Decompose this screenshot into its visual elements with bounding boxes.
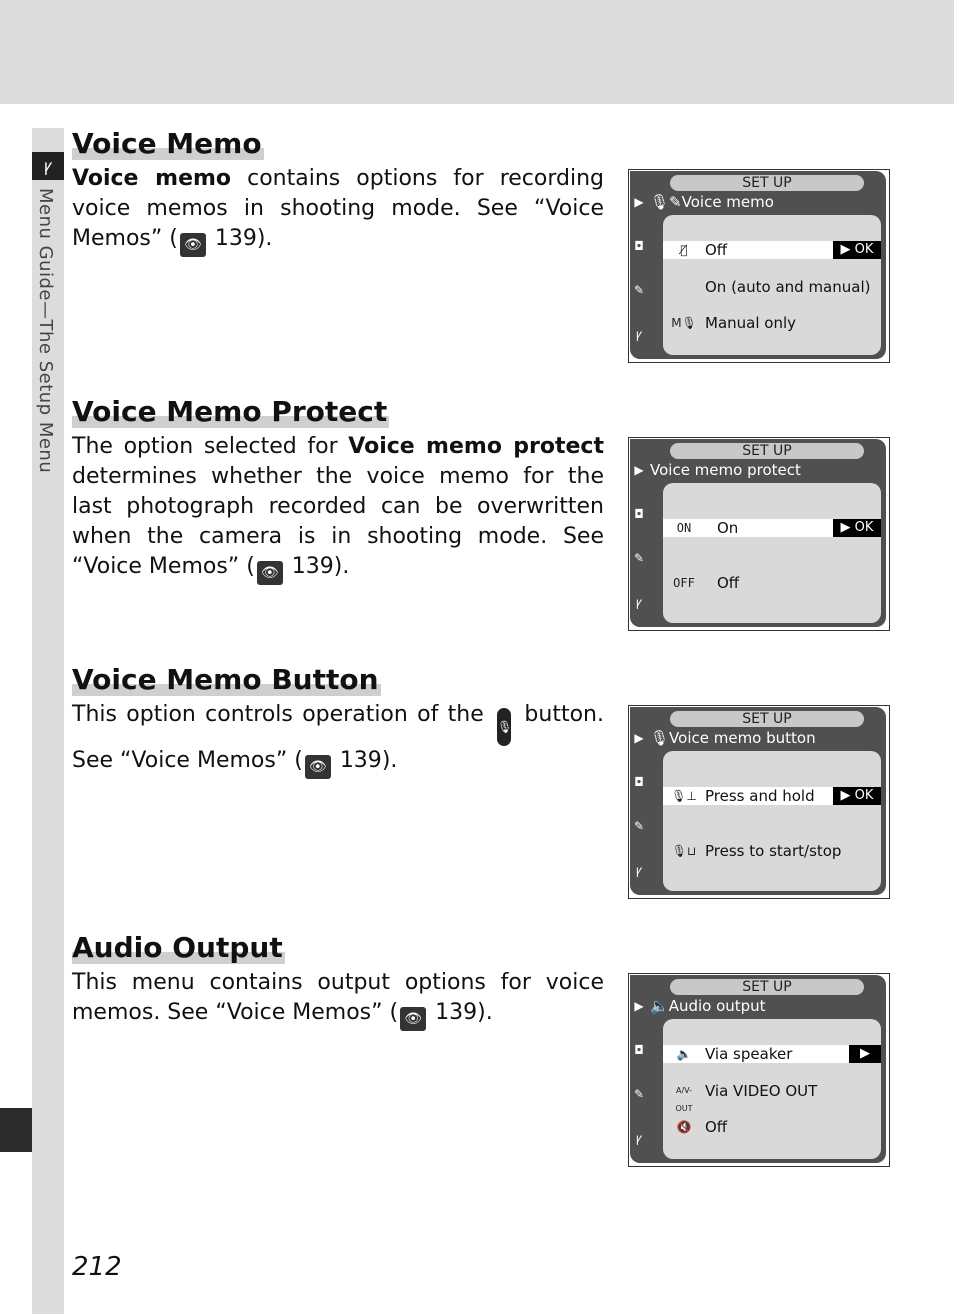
lcd-screen-voice-memo-protect bbox=[628, 437, 890, 631]
lcd-side-icons bbox=[630, 975, 648, 1163]
page-reference-icon: 👁 bbox=[180, 233, 206, 257]
page-reference-icon: 👁 bbox=[305, 755, 331, 779]
sidebar-label: Menu Guide—The Setup Menu bbox=[35, 188, 56, 474]
section-title: Voice Memo bbox=[72, 127, 262, 160]
lcd-option[interactable]: M🎙 Manual only bbox=[663, 314, 881, 332]
page-number: 212 bbox=[72, 1252, 122, 1282]
ok-indicator: ▶ OK bbox=[833, 787, 881, 805]
off-icon: OFF bbox=[673, 576, 695, 590]
arrow-indicator: ▶ bbox=[849, 1045, 881, 1063]
wrench-icon: ꝩ bbox=[635, 595, 643, 609]
playback-icon: ▶ bbox=[634, 463, 644, 477]
mute-icon: 🔇 bbox=[676, 1120, 692, 1134]
lcd-side-icons bbox=[630, 707, 648, 895]
pencil-icon: ✎ bbox=[633, 283, 645, 297]
pencil-icon: ✎ bbox=[633, 551, 645, 565]
section-voice-memo-button bbox=[72, 664, 604, 779]
lcd-option[interactable]: On (auto and manual) bbox=[705, 278, 871, 296]
section-voice-memo-protect bbox=[72, 396, 604, 585]
camera-icon: ◘ bbox=[634, 239, 644, 253]
lcd-screen-audio-output bbox=[628, 973, 890, 1167]
wrench-icon: ꝩ bbox=[32, 152, 64, 180]
section-body: Voice memo contains options for recording voice memos in shooting mode. See “Voice Memos” ( 👁 139). bbox=[72, 164, 604, 257]
lcd-option-selected[interactable]: 🎙⊥ Press and hold ▶ OK bbox=[663, 787, 881, 805]
av-out-icon: A/V-OUT bbox=[675, 1086, 693, 1113]
lcd-header: SET UP bbox=[670, 175, 864, 191]
playback-icon: ▶ bbox=[634, 731, 644, 745]
lcd-screen-voice-memo bbox=[628, 169, 890, 363]
mic-off-icon: 🎙̸ bbox=[680, 243, 688, 257]
voice-memo-icon: 🎙✎ bbox=[650, 193, 682, 211]
lcd-menu-title: 🎙Voice memo button bbox=[650, 729, 816, 747]
top-band bbox=[0, 0, 954, 104]
lcd-screen-voice-memo-button bbox=[628, 705, 890, 899]
lcd-side-icons bbox=[630, 439, 648, 627]
thumb-index-tab bbox=[0, 1108, 32, 1152]
playback-icon: ▶ bbox=[634, 195, 644, 209]
playback-icon: ▶ bbox=[634, 999, 644, 1013]
section-voice-memo bbox=[72, 128, 604, 257]
lcd-menu-title: 🔈Audio output bbox=[650, 997, 766, 1015]
lcd-option-selected[interactable]: 🔈 Via speaker ▶ bbox=[663, 1045, 881, 1063]
page-reference-icon: 👁 bbox=[257, 561, 283, 585]
lcd-option[interactable]: 🎙⊔ Press to start/stop bbox=[663, 842, 881, 860]
section-title: Audio Output bbox=[72, 931, 283, 964]
section-body: This menu contains output options for voice memos. See “Voice Memos” ( 👁 139). bbox=[72, 968, 604, 1031]
camera-icon: ◘ bbox=[634, 775, 644, 789]
lcd-header: SET UP bbox=[670, 711, 864, 727]
press-start-stop-icon: 🎙⊔ bbox=[671, 844, 697, 858]
lcd-option-panel bbox=[663, 483, 881, 623]
camera-icon: ◘ bbox=[634, 1043, 644, 1057]
section-title: Voice Memo Button bbox=[72, 663, 379, 696]
section-body: The option selected for Voice memo protect determines whether the voice memo for the last photograph recorded can be overwritten when the camera is in shooting mode. See “Voice Memos” ( 👁 139). bbox=[72, 432, 604, 585]
lcd-menu-title: 🎙✎Voice memo bbox=[650, 193, 774, 211]
section-audio-output bbox=[72, 932, 604, 1031]
section-title: Voice Memo Protect bbox=[72, 395, 388, 428]
lcd-menu-title: Voice memo protect bbox=[650, 461, 801, 479]
camera-icon: ◘ bbox=[634, 507, 644, 521]
manual-mic-icon: M🎙 bbox=[671, 316, 697, 330]
speaker-icon: 🔈 bbox=[676, 1047, 692, 1061]
wrench-icon: ꝩ bbox=[635, 1131, 643, 1145]
sidebar bbox=[32, 128, 64, 1314]
wrench-icon: ꝩ bbox=[635, 327, 643, 341]
microphone-button-icon: 🎙 bbox=[497, 708, 511, 746]
wrench-icon: ꝩ bbox=[635, 863, 643, 877]
audio-output-icon: 🔈 bbox=[650, 997, 669, 1015]
press-hold-icon: 🎙⊥ bbox=[671, 789, 697, 803]
page-reference-icon: 👁 bbox=[400, 1007, 426, 1031]
lcd-option[interactable]: 🔇 Off bbox=[663, 1118, 881, 1136]
pencil-icon: ✎ bbox=[633, 819, 645, 833]
lcd-option[interactable]: A/V-OUT Via VIDEO OUT bbox=[663, 1082, 881, 1100]
lcd-option-panel bbox=[663, 751, 881, 891]
lcd-header: SET UP bbox=[670, 979, 864, 995]
voice-button-icon: 🎙 bbox=[650, 729, 670, 747]
lcd-header: SET UP bbox=[670, 443, 864, 459]
on-icon: ON bbox=[676, 521, 692, 535]
lcd-option-panel bbox=[663, 1019, 881, 1159]
lcd-option-panel bbox=[663, 215, 881, 355]
lcd-option[interactable]: OFF Off bbox=[663, 574, 881, 592]
lcd-option-selected[interactable]: ON On ▶ OK bbox=[663, 519, 881, 537]
section-body: This option controls operation of the 🎙 button. See “Voice Memos” ( 👁 139). bbox=[72, 700, 604, 779]
lcd-option-selected[interactable]: 🎙̸ Off ▶ OK bbox=[663, 241, 881, 259]
ok-indicator: ▶ OK bbox=[833, 241, 881, 259]
pencil-icon: ✎ bbox=[633, 1087, 645, 1101]
lcd-side-icons bbox=[630, 171, 648, 359]
ok-indicator: ▶ OK bbox=[833, 519, 881, 537]
